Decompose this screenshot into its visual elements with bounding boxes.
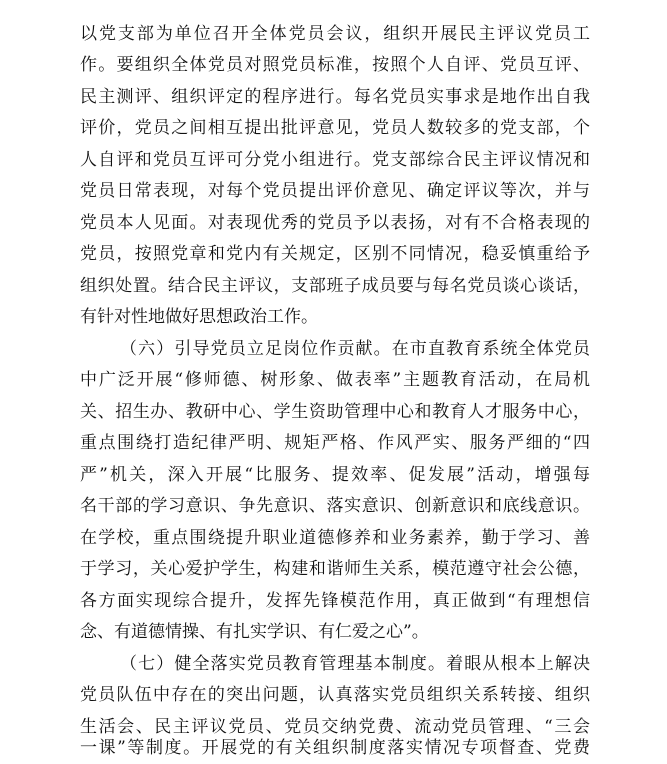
text-line: 关、招生办、教研中心、学生资助管理中心和教育人才服务中心， (80, 402, 590, 422)
text-line: 于学习，关心爱护学生，构建和谐师生关系，模范遵守社会公德， (80, 559, 590, 579)
text-line: 人自评和党员互评可分党小组进行。党支部综合民主评议情况和 (80, 150, 590, 170)
text-line: 党员队伍中存在的突出问题，认真落实党员组织关系转接、组织 (80, 685, 590, 705)
text-line: 有针对性地做好思想政治工作。 (80, 307, 318, 327)
text-line: 生活会、民主评议党员、党员交纳党费、流动党员管理、“三会 (80, 717, 590, 737)
text-line: 中广泛开展“修师德、树形象、做表率”主题教育活动，在局机 (80, 370, 590, 390)
text-line: 严”机关，深入开展“比服务、提效率、促发展”活动，增强每 (80, 465, 590, 485)
section-heading-line: （七）健全落实党员教育管理基本制度。着眼从根本上解决 (120, 654, 590, 674)
text-line: 各方面实现综合提升，发挥先锋模范作用，真正做到“有理想信 (80, 591, 590, 611)
text-line: 以党支部为单位召开全体党员会议，组织开展民主评议党员工 (80, 24, 590, 44)
text-line: 在学校，重点围绕提升职业道德修养和业务素养，勤于学习、善 (80, 528, 590, 548)
text-line: 民主测评、组织评定的程序进行。每名党员实事求是地作出自我 (80, 87, 590, 107)
text-line: 作。要组织全体党员对照党员标准，按照个人自评、党员互评、 (80, 55, 590, 75)
text-line: 组织处置。结合民主评议，支部班子成员要与每名党员谈心谈话， (80, 276, 590, 296)
text-line: 评价，党员之间相互提出批评意见，党员人数较多的党支部，个 (80, 118, 590, 138)
section-heading-line: （六）引导党员立足岗位作贡献。在市直教育系统全体党员 (120, 339, 590, 359)
text-line: 党员日常表现，对每个党员提出评价意见、确定评议等次，并与 (80, 181, 590, 201)
text-line: 重点围绕打造纪律严明、规矩严格、作风严实、服务严细的“四 (80, 433, 590, 453)
text-line: 一课”等制度。开展党的有关组织制度落实情况专项督查、党费 (80, 738, 590, 758)
text-line: 念、有道德情操、有扎实学识、有仁爱之心”。 (80, 622, 429, 642)
text-line: 名干部的学习意识、争先意识、落实意识、创新意识和底线意识。 (80, 496, 590, 516)
text-line: 党员，按照党章和党内有关规定，区别不同情况，稳妥慎重给予 (80, 244, 590, 264)
text-line: 党员本人见面。对表现优秀的党员予以表扬，对有不合格表现的 (80, 213, 590, 233)
